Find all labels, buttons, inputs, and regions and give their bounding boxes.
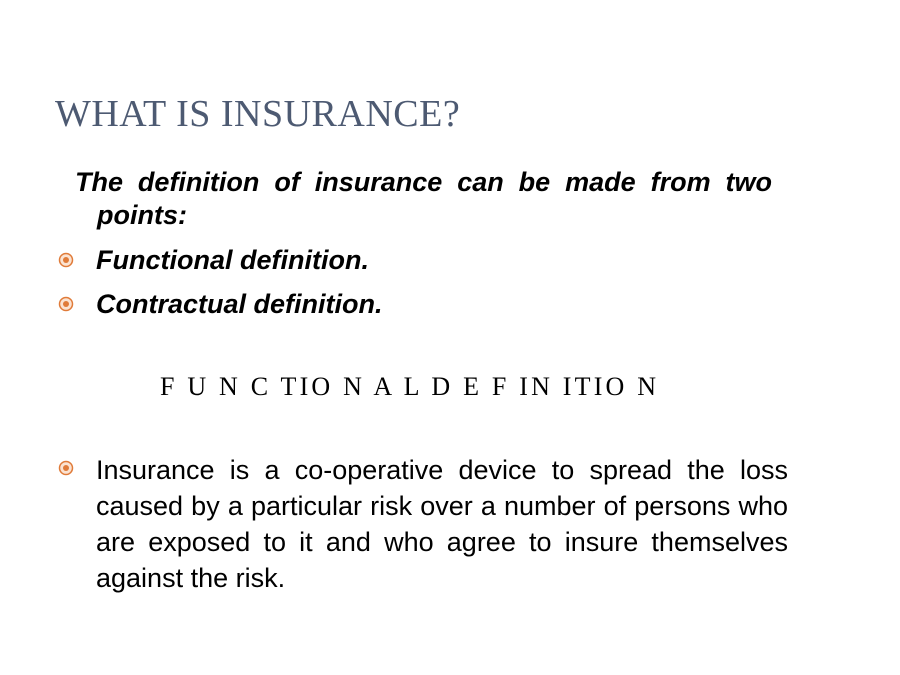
bullet-contractual: Contractual definition. xyxy=(96,289,383,319)
bullet-item xyxy=(58,244,369,277)
section-subheading: F U N C TIO N A L D E F IN ITIO N xyxy=(160,372,660,401)
circle-bullet-icon xyxy=(58,296,74,312)
definition-paragraph: Insurance is a co-operative device to spread the loss caused by a particular risk over a number of persons who are exposed to it and who agree to insure themselves against the risk. xyxy=(96,455,788,593)
circle-bullet-icon xyxy=(58,252,74,268)
bullet-item xyxy=(58,452,788,596)
bullet-item xyxy=(58,288,383,321)
circle-bullet-icon xyxy=(58,460,74,476)
slide-title: WHAT IS INSURANCE? xyxy=(55,93,461,135)
bullet-functional: Functional definition. xyxy=(96,245,369,275)
intro-text: The definition of insurance can be made from two points: xyxy=(75,167,772,230)
